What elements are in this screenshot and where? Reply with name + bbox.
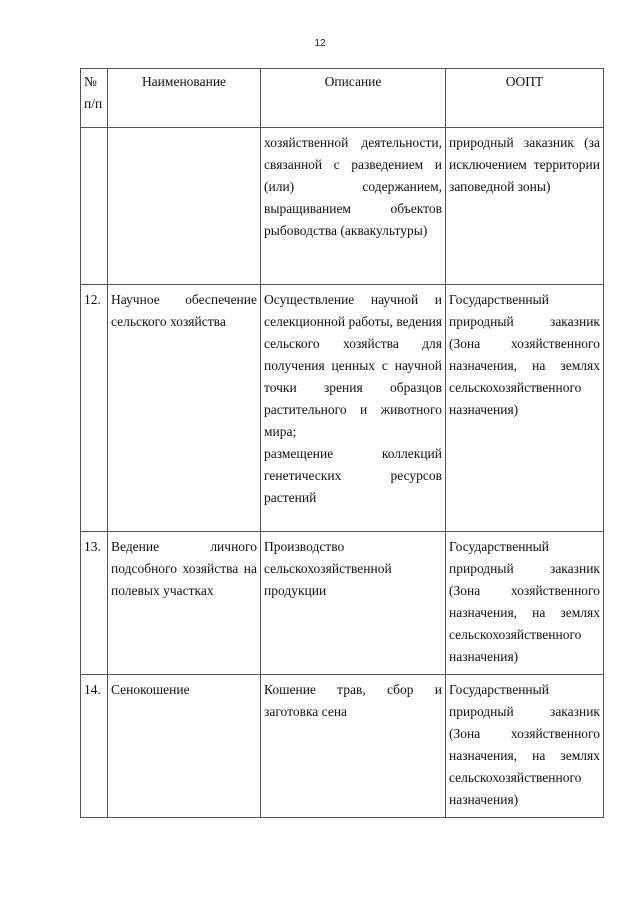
header-name: Наименование — [108, 69, 261, 128]
row-description-cell — [261, 285, 446, 532]
row-number-cell — [81, 128, 108, 285]
row-oopt-cell: природный заказник (за исключением территории заповедной зоны) — [446, 128, 604, 285]
row-oopt-cell: Государственный природный заказник (Зона хозяйственного назначения, на землях сельскохозяйственного назначения) — [446, 532, 604, 675]
header-description: Описание — [261, 69, 446, 128]
row-number-cell: 12. — [81, 285, 108, 532]
table-row — [81, 128, 604, 285]
row-name-cell: Сенокошение — [108, 675, 261, 818]
table-row — [81, 532, 604, 675]
row-number-cell: 13. — [81, 532, 108, 675]
activity-table — [80, 68, 604, 818]
page-number: 12 — [314, 38, 326, 49]
row-name-cell — [108, 128, 261, 285]
row-name-cell: Научное обеспечение сельского хозяйства — [108, 285, 261, 532]
row-oopt-cell: Государственный природный заказник (Зона хозяйственного назначения, на землях сельскохозяйственного назначения) — [446, 285, 604, 532]
table-row — [81, 675, 604, 818]
description-paragraph: Осуществление научной и селекционной работы, ведения сельского хозяйства для получения ценных с научной точки зрения образцов растительного и животного мира; — [264, 292, 442, 439]
row-number-cell: 14. — [81, 675, 108, 818]
description-paragraph-extra: размещение коллекций генетических ресурсов растений — [264, 446, 442, 505]
row-name-cell: Ведение личного подсобного хозяйства на полевых участках — [108, 532, 261, 675]
header-number: № п/п — [81, 69, 108, 128]
row-description-cell: Кошение трав, сбор и заготовка сена — [261, 675, 446, 818]
row-oopt-cell: Государственный природный заказник (Зона хозяйственного назначения, на землях сельскохозяйственного назначения) — [446, 675, 604, 818]
table-row — [81, 285, 604, 532]
row-description-cell: Производство сельскохозяйственной продукции — [261, 532, 446, 675]
row-description-cell: хозяйственной деятельности, связанной с разведением и (или) содержанием, выращиванием объектов рыбоводства (аквакультуры) — [261, 128, 446, 285]
header-oopt: ООПТ — [446, 69, 604, 128]
table-header-row — [81, 69, 604, 128]
